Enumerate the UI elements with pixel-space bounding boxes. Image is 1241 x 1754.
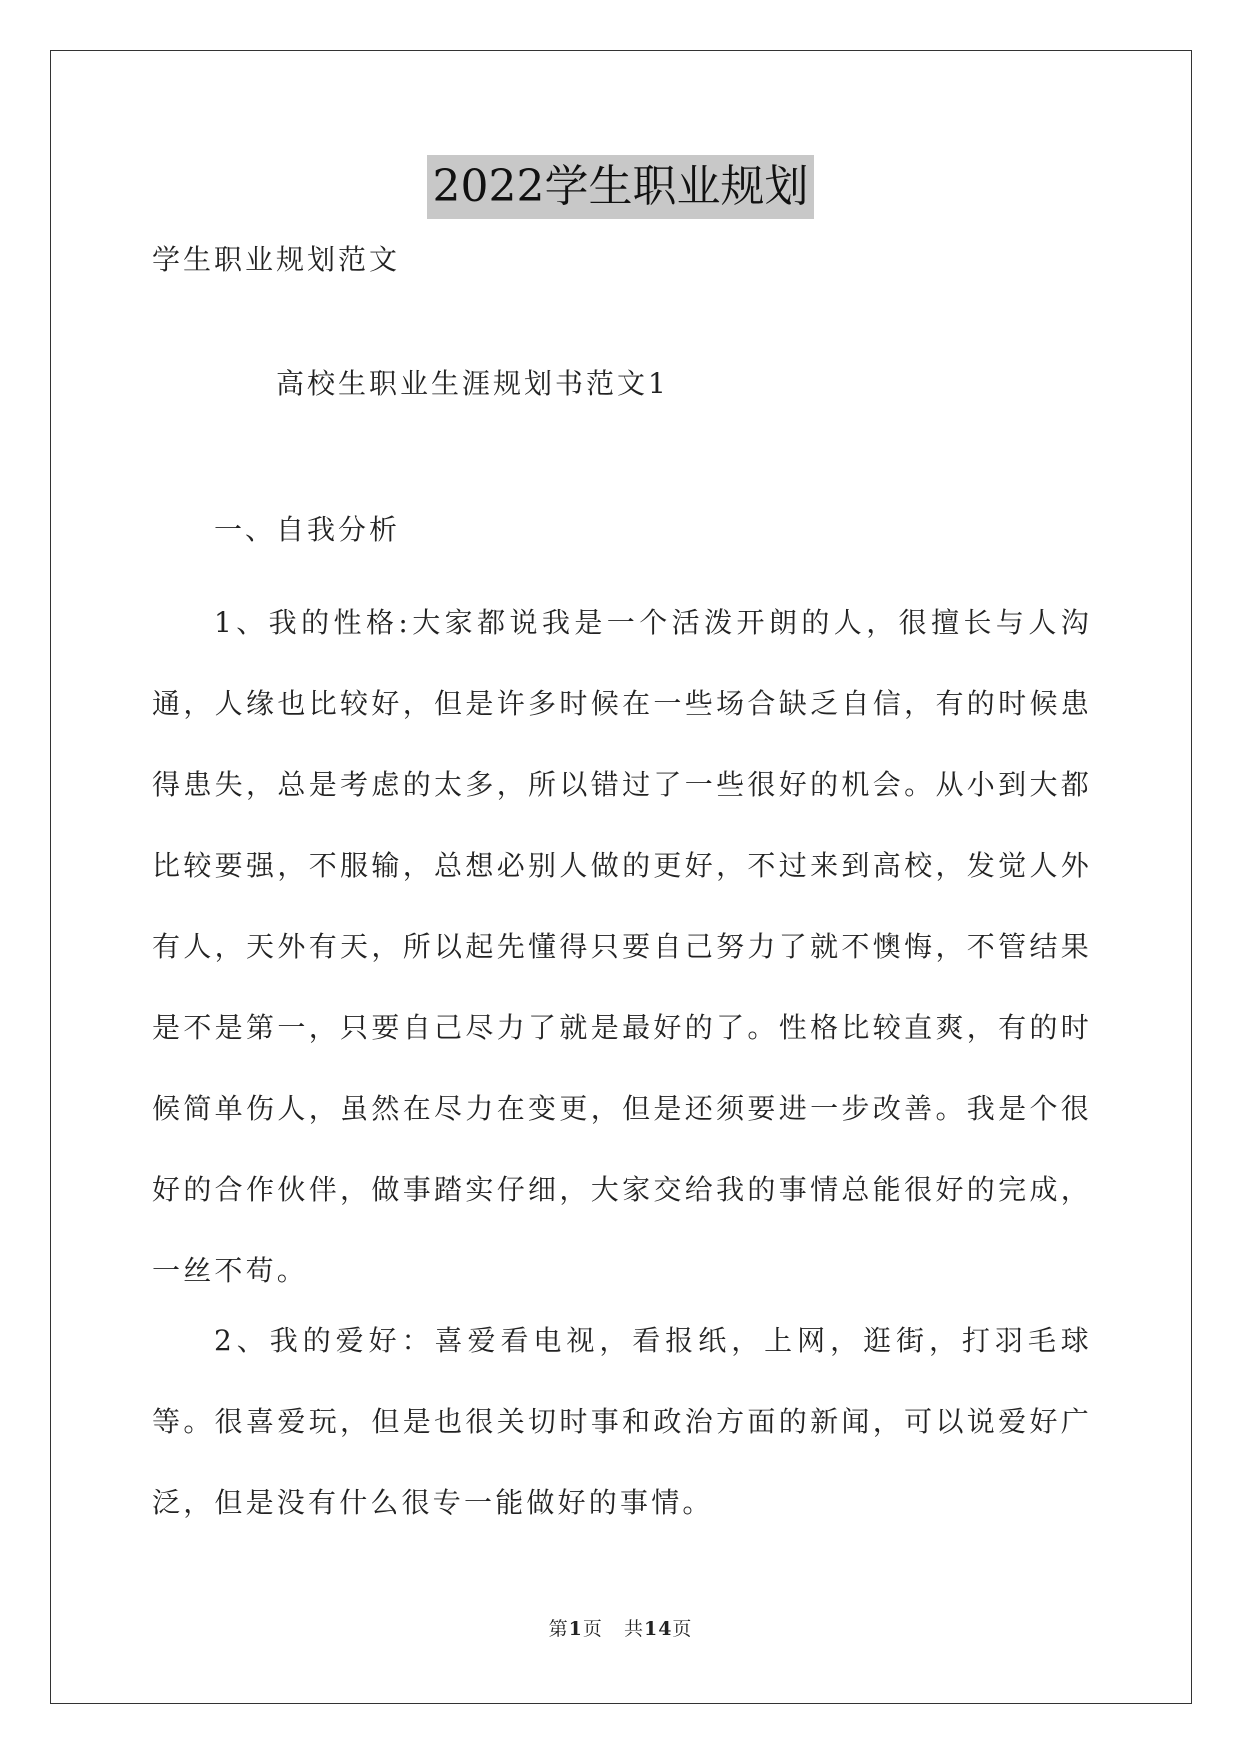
page-unit: 页 <box>582 1618 603 1640</box>
section-heading: 一、自我分析 <box>214 513 401 546</box>
page-total: 14 <box>643 1618 673 1640</box>
total-unit: 页 <box>672 1618 693 1640</box>
page-prefix: 第 <box>548 1618 569 1640</box>
total-prefix: 共 <box>623 1618 644 1640</box>
title-container <box>0 155 1241 219</box>
document-subtitle: 学生职业规划范文 <box>152 243 401 276</box>
document-title: 2022学生职业规划 <box>427 155 815 219</box>
page-footer <box>0 1614 1241 1641</box>
paragraph-hobbies: 2、我的爱好：喜爱看电视，看报纸，上网，逛街，打羽毛球等。很喜爱玩，但是也很关切时事和政治方面的新闻，可以说爱好广泛，但是没有什么很专一能做好的事情。 <box>152 1324 1092 1519</box>
page-current: 1 <box>568 1618 583 1640</box>
paragraph-personality: 1、我的性格:大家都说我是一个活泼开朗的人，很擅长与人沟通，人缘也比较好，但是许多时候在一些场合缺乏自信，有的时候患得患失，总是考虑的太多，所以错过了一些很好的机会。从小到大都比较要强，不服输，总想必别人做的更好，不过来到高校，发觉人外有人，天外有天，所以起先懂得只要自己努力了就不懊悔，不管结果是不是第一，只要自己尽力了就是最好的了。性格比较直爽，有的时候简单伤人，虽然在尽力在变更，但是还须要进一步改善。我是个很好的合作伙伴，做事踏实仔细，大家交给我的事情总能很好的完成，一丝不苟。 <box>152 606 1092 1287</box>
article-heading: 高校生职业生涯规划书范文1 <box>276 367 669 400</box>
